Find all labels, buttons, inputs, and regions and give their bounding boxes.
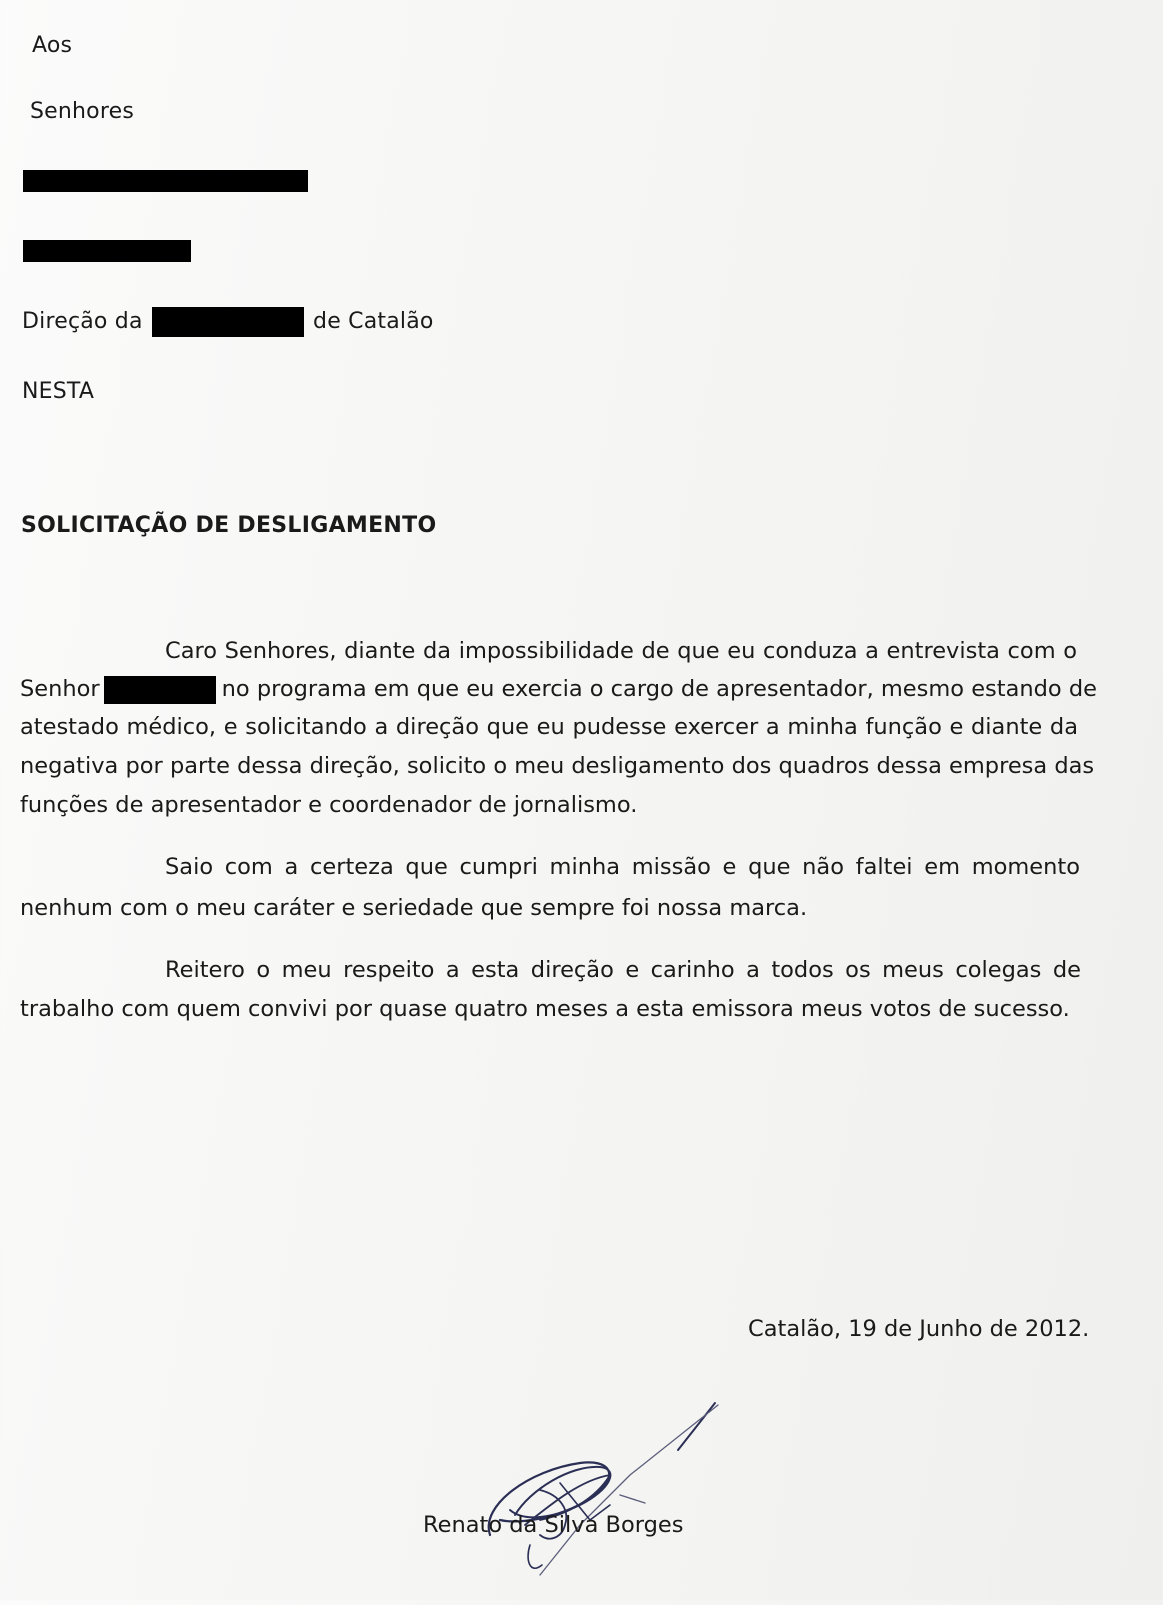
body-line: trabalho com quem convivi por quase quatro meses a esta emissora meus votos de sucesso. (20, 996, 1070, 1022)
subject-heading: SOLICITAÇÃO DE DESLIGAMENTO (21, 513, 437, 538)
body-line: funções de apresentador e coordenador de jornalismo. (20, 792, 638, 818)
body-line-rest: no programa em que eu exercia o cargo de apresentador, mesmo estando de (221, 676, 1097, 702)
handwritten-signature (470, 1395, 750, 1605)
signer-name: Renato da Silva Borges (423, 1512, 684, 1538)
redaction-bar (104, 676, 216, 704)
address-recipient: Senhores (30, 99, 135, 124)
body-line: atestado médico, e solicitando a direção que eu pudesse exercer a minha função e diante da (20, 714, 1078, 740)
body-line: Reitero o meu respeito a esta direção e carinho a todos os meus colegas de (165, 957, 1081, 983)
body-line: Caro Senhores, diante da impossibilidade de que eu conduza a entrevista com o (165, 638, 1077, 664)
direction-prefix: Direção da (22, 309, 143, 334)
address-to: Aos (32, 33, 73, 58)
body-line: Saio com a certeza que cumpri minha missão e que não faltei em momento (165, 854, 1080, 880)
redaction-bar (152, 307, 304, 337)
closing-date: Catalão, 19 de Junho de 2012. (748, 1316, 1090, 1342)
body-line: nenhum com o meu caráter e seriedade que sempre foi nossa marca. (20, 895, 808, 921)
body-senhor: Senhor (20, 676, 100, 702)
body-line: negativa por parte dessa direção, solicito o meu desligamento dos quadros dessa empresa das (20, 753, 1095, 779)
direction-suffix: de Catalão (313, 309, 434, 334)
redaction-bar (23, 240, 191, 262)
redaction-bar (23, 170, 308, 192)
address-local: NESTA (22, 379, 95, 404)
body-line (20, 674, 1097, 704)
address-direction (22, 307, 434, 337)
